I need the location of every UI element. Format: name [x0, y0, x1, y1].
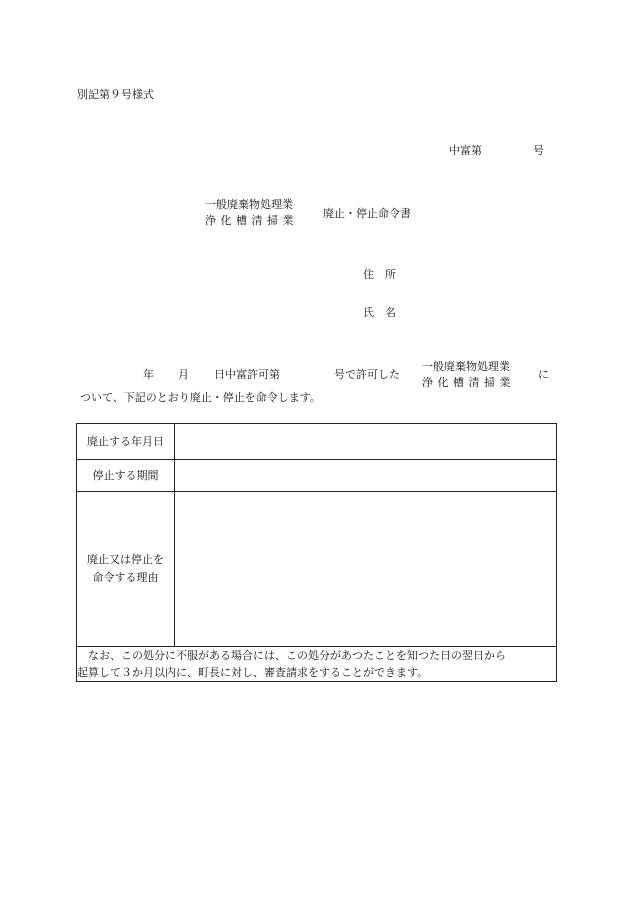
document-title: 廃止・停止命令書 — [323, 207, 411, 220]
body-day-permit: 日中富許可第 — [214, 368, 280, 381]
body-month: 月 — [178, 368, 189, 381]
name-label: 氏 名 — [363, 306, 396, 319]
address-label: 住 所 — [363, 268, 396, 281]
body-number-permitted: 号で許可した — [334, 368, 400, 381]
document-number-suffix: 号 — [533, 144, 544, 157]
body-business-line2: 浄化槽清掃業 — [422, 376, 515, 389]
table-row — [77, 460, 557, 492]
body-year: 年 — [143, 368, 154, 381]
body-ni: に — [538, 368, 549, 381]
title-business-line1: 一般廃棄物処理業 — [205, 198, 293, 211]
order-table — [76, 423, 557, 682]
title-business-line2: 浄化槽清掃業 — [205, 214, 298, 227]
abolition-date-field[interactable] — [175, 424, 557, 460]
table-row — [77, 492, 557, 647]
reason-label-line2: 命令する理由 — [92, 571, 159, 584]
abolition-date-label: 廃止する年月日 — [77, 424, 175, 460]
reason-label-line1: 廃止又は停止を — [87, 553, 164, 566]
notice-row — [77, 647, 557, 682]
document-number-prefix: 中富第 — [449, 144, 482, 157]
appeal-notice-line2: 起算して３か月以内に、町長に対し、審査請求をすることができます。 — [77, 666, 429, 679]
appeal-notice — [77, 647, 557, 682]
suspension-period-field[interactable] — [175, 460, 557, 492]
table-row — [77, 424, 557, 460]
body-business-line1: 一般廃棄物処理業 — [422, 360, 510, 373]
body-line2: ついて、下記のとおり廃止・停止を命令します。 — [80, 391, 321, 404]
form-number: 別記第９号様式 — [77, 88, 154, 101]
suspension-period-label: 停止する期間 — [77, 460, 175, 492]
reason-label — [77, 492, 175, 647]
reason-field[interactable] — [175, 492, 557, 647]
appeal-notice-line1: なお、この処分に不服がある場合には、この処分があつたことを知つた日の翌日から — [88, 649, 506, 662]
